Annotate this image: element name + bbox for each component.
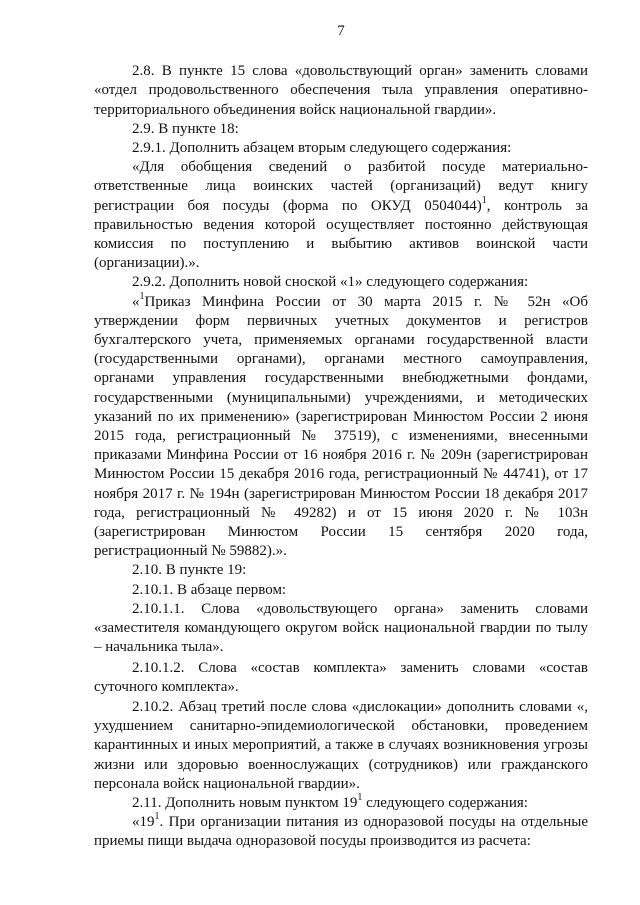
- quote-text-part2: , контроль за правильностью ведения которой осуществляет постоянно действующая комиссия по поступлению и выбытию активов воинской части (организации).».: [94, 197, 588, 272]
- paragraph-2-10-1-2: 2.10.1.2. Слова «состав комплекта» заменить словами «состав суточного комплекта».: [94, 659, 588, 695]
- paragraph-2-10-1-1: 2.10.1.1. Слова «довольствующего органа» заменить словами «заместителя командующего округом войск национальной гвардии по тылу – начальника тыла».: [94, 600, 588, 656]
- p-2-11-part2: следующего содержания:: [362, 794, 528, 811]
- p-19-1-part1: «19: [132, 814, 155, 831]
- paragraph-19-1: [94, 813, 588, 851]
- paragraph-2-11: [94, 791, 588, 813]
- paragraph-2-10-2: 2.10.2. Абзац третий после слова «дислокации» дополнить словами «, ухудшением санитарно-эпидемиологической обстановки, проведением карантинных и иных мероприятий, а также в случаях возникновения угрозы жизни или здоровью военнослужащих (сотрудников) или гражданского персонала войск национальной гвардии».: [94, 698, 588, 792]
- footnote-body: Приказ Минфина России от 30 марта 2015 г. № 52н «Об утверждении форм первичных учетных документов и регистров бухгалтерского учета, применяемых органами государственной власти (государственными органами), органами местного самоуправления, органами управления государственными внебюджетными фондами, государственными (муниципальными) учреждениями, и методических указаний по их применению» (зарегистрирован Минюстом России 2 июня 2015 года, регистрационный № 37519), с изменениями, внесенными приказами Минфина России от 16 ноября 2016 г. № 209н (зарегистрирован Минюстом России 15 декабря 2016 года, регистрационный № 44741), от 17 ноября 2017 г. № 194н (зарегистрирован Минюстом России 18 декабря 2017 года, регистрационный № 49282) и от 15 июня 2020 г. № 103н (зарегистрирован Минюстом России 15 сентября 2020 года, регистрационный № 59882).».: [94, 293, 588, 560]
- paragraph-quote-dishes: [94, 158, 588, 273]
- paragraph-2-10-1: 2.10.1. В абзаце первом:: [132, 581, 287, 598]
- paragraph-footnote-text: [94, 290, 588, 562]
- paragraph-2-9: 2.9. В пункте 18:: [132, 120, 239, 137]
- paragraph-2-9-2: 2.9.2. Дополнить новой сноской «1» следующего содержания:: [132, 274, 529, 291]
- paragraph-2-10: 2.10. В пункте 19:: [132, 562, 247, 579]
- superscript-marker: 1: [357, 791, 363, 803]
- p-2-11-part1: 2.11. Дополнить новым пунктом 19: [132, 794, 358, 811]
- paragraph-2-9-1: 2.9.1. Дополнить абзацем вторым следующего содержания:: [132, 140, 512, 157]
- footnote-marker: 1: [481, 194, 487, 206]
- footnote-marker: 1: [139, 290, 145, 302]
- superscript-marker: 1: [154, 811, 160, 823]
- paragraph-2-8: 2.8. В пункте 15 слова «довольствующий орган» заменить словами «отдел продовольственного обеспечения тыла управления оперативно-территориального объединения войск национальной гвардии».: [94, 63, 588, 118]
- quote-text-part1: «Для обобщения сведений о разбитой посуде материально-ответственные лица воинских частей (организаций) ведут книгу регистрации боя посуды (форма по ОКУД 0504044): [94, 159, 588, 214]
- page-number: 7: [337, 23, 345, 39]
- p-19-1-part2: . При организации питания из одноразовой посуды на отдельные приемы пищи выдача одноразовой посуды производится из расчета:: [94, 814, 588, 850]
- footnote-open-quote: «: [132, 293, 140, 310]
